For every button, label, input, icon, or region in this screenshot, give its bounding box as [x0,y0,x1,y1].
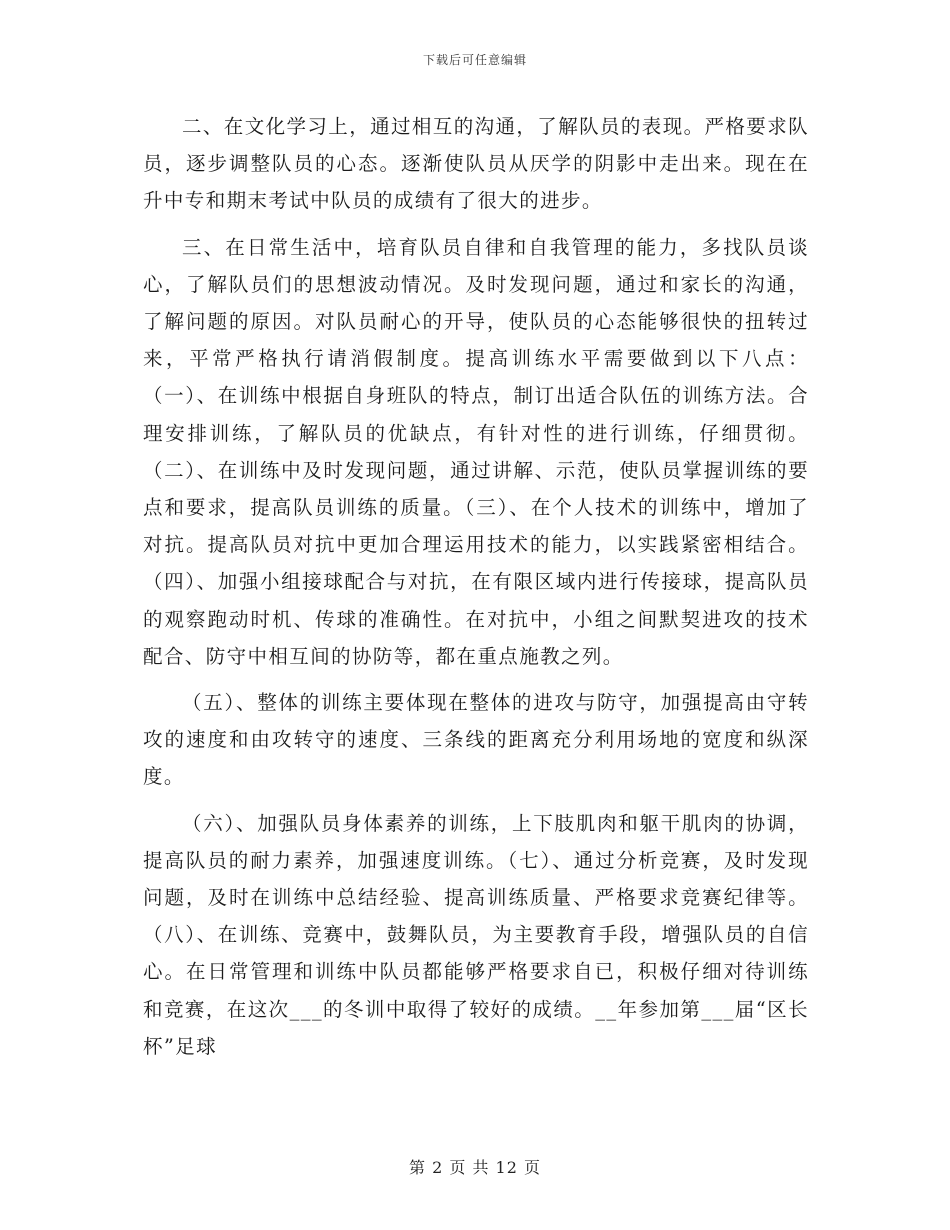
page-header-note: 下载后可任意编辑 [422,53,527,67]
paragraph-spacer [143,675,809,684]
paragraph-spacer [143,220,809,229]
paragraph-spacer [143,796,809,805]
document-body [143,108,809,1065]
paragraph-overall-training: （五）、整体的训练主要体现在整体的进攻与防守，加强提高由守转攻的速度和由攻转守的速度、三条线的距离充分利用场地的宽度和纵深度。 [143,691,809,789]
page-number: 第 2 页 共 12 页 [409,1158,541,1177]
paragraph-culture-study: 二、在文化学习上，通过相互的沟通，了解队员的表现。严格要求队员，逐步调整队员的心态。逐渐使队员从厌学的阴影中走出来。现在在升中专和期末考试中队员的成绩有了很大的进步。 [143,115,810,213]
paragraph-daily-life: 三、在日常生活中，培育队员自律和自我管理的能力，多找队员谈心，了解队员们的思想波动情况。及时发现问题，通过和家长的沟通，了解问题的原因。对队员耐心的开导，使队员的心态能够很快的扭转过来，平常严格执行请消假制度。提高训练水平需要做到以下八点：（一）、在训练中根据自身班队的特点，制订出适合队伍的训练方法。合理安排训练，了解队员的优缺点，有针对性的进行训练，仔细贯彻。（二）、在训练中及时发现问题，通过讲解、示范，使队员掌握训练的要点和要求，提高队员训练的质量。（三）、在个人技术的训练中，增加了对抗。提高队员对抗中更加合理运用技术的能力，以实践紧密相结合。（四）、加强小组接球配合与对抗，在有限区域内进行传接球，提高队员的观察跑动时机、传球的准确性。在对抗中，小组之间默契进攻的技术配合、防守中相互间的协防等，都在重点施教之列。 [143,235,809,668]
paragraph-physical-training: （六）、加强队员身体素养的训练，上下肢肌肉和躯干肌肉的协调，提高队员的耐力素养，加强速度训练。（七）、通过分析竞赛，及时发现问题，及时在训练中总结经验、提高训练质量、严格要求竞赛纪律等。（八）、在训练、竞赛中，鼓舞队员，为主要教育手段，增强队员的自信心。在日常管理和训练中队员都能够严格要求自已，积极仔细对待训练和竞赛，在这次___的冬训中取得了较好的成绩。__年参加第___届“区长杯”足球 [143,811,809,1058]
